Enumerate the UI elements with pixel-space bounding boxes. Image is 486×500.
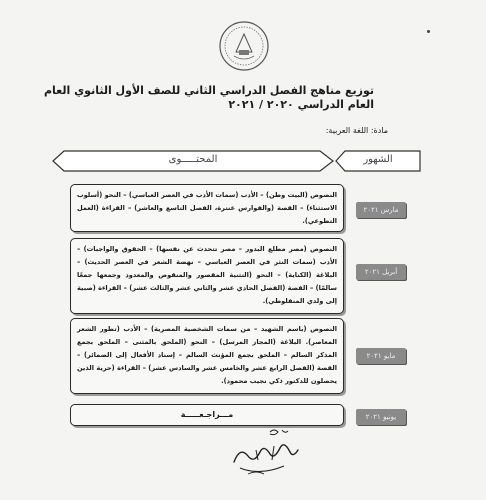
content-box: النصوص (مصر مطلع البدور – مصر تتحدث عن نفسها) – الحقوق والواجبات) – الأدب (سمات النثر في العصر العباسي – نهضة الشعر في العصر الحديث) – البلاغة (الكناية) – النحو (التثنية المقصور والمنقوص والمعدود وجمعها جمعًا سالمًا) – القصة (الفصل الحادي عشر والثاني عشر والثالث عشر) – القراءة (صبية إلى ولدي المنفلوطي). (70, 238, 344, 314)
month-label: مايو ٢٠٢١ (356, 348, 406, 364)
content-header (52, 150, 334, 172)
content-box: النصوص (البيت وطن) – الأدب (سمات الأدب في العصر العباسي) – النحو (أسلوب الاستثناء) – القصة (والفوارس عنترة، الفصل التاسع والعاشر) – القراءة (العمل التطوعي). (70, 184, 344, 232)
subject-label: مادة: اللغة العربية: (325, 126, 388, 135)
month-label: أبريل ٢٠٢١ (356, 264, 406, 280)
month-label: مارس ٢٠٢١ (356, 202, 406, 218)
title-line-1: توزيع مناهج الفصل الدراسي الثاني للصف الأول الثانوي العام (43, 84, 374, 97)
signature-icon (226, 424, 304, 482)
ministry-seal-icon (218, 20, 270, 72)
months-header-label: الشهور (363, 154, 393, 165)
months-header (335, 150, 421, 172)
content-box: النصوص (باسم الشهيد – من سمات الشخصية المصرية) – الأدب (تطور الشعر المعاصر). البلاغة (المجاز المرسل) – النحو (الملحق بالمثنى – الملحق بجمع المذكر السالم – الملحق بجمع المؤنث السالم – إسناد الأفعال إلى الضمائر) – القصة (الفصل الرابع عشر والخامس عشر والسادس عشر) – القراءة (حرية الذين يحصلون للدكتور ذكي نجيب محمود). (70, 318, 344, 394)
review-box: مـــراجـعـــــة (70, 404, 344, 426)
document-title (44, 84, 374, 112)
content-header-label: المحتـــــوى (168, 154, 218, 165)
title-line-2: العام الدراسي ٢٠٢٠ / ٢٠٢١ (228, 98, 374, 111)
month-label: يونيو ٢٠٢١ (356, 409, 406, 425)
scan-speck (427, 30, 430, 33)
